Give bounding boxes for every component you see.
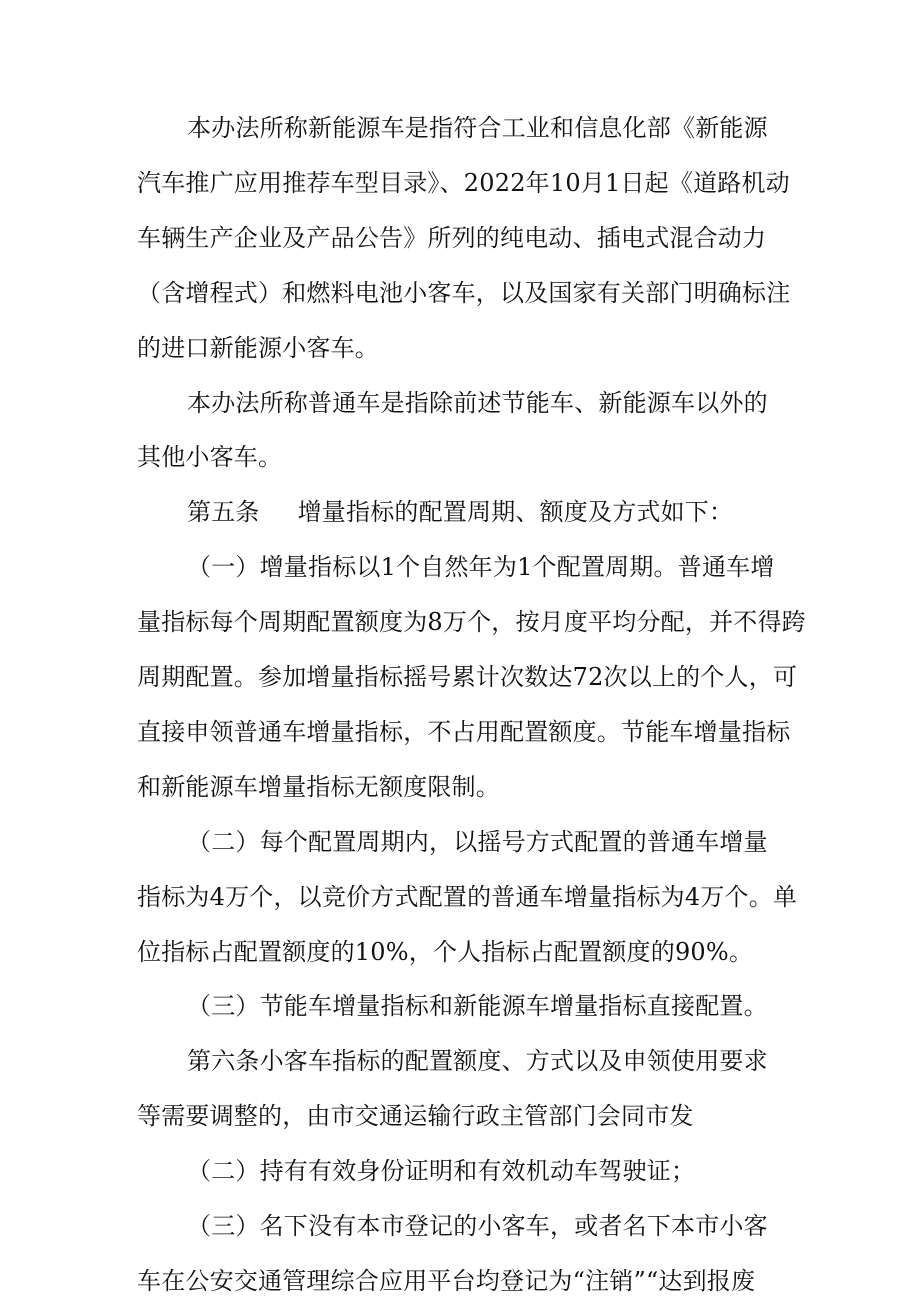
paragraph-line: 汽车推广应用推荐车型目录》、2022年10月1日起《道路机动 (137, 169, 790, 197)
paragraph-line: 指标为4万个，以竞价方式配置的普通车增量指标为4万个。单 (137, 883, 798, 911)
paragraph-line: （二）持有有效身份证明和有效机动车驾驶证； (187, 1157, 696, 1185)
article-title: 增量指标的配置周期、额度及方式如下： (297, 498, 734, 526)
paragraph-line: 本办法所称普通车是指除前述节能车、新能源车以外的 (187, 389, 768, 417)
paragraph-line: （含增程式）和燃料电池小客车，以及国家有关部门明确标注 (137, 279, 791, 307)
paragraph-line: 车在公安交通管理综合应用平台均登记为“注销”“达到报废 (137, 1267, 756, 1295)
paragraph-line: 本办法所称新能源车是指符合工业和信息化部《新能源 (187, 114, 768, 142)
paragraph-line: 直接申领普通车增量指标，不占用配置额度。节能车增量指标 (137, 718, 791, 746)
article-number: 第五条 (187, 498, 260, 526)
paragraph-line: （三）节能车增量指标和新能源车增量指标直接配置。 (187, 992, 768, 1020)
paragraph-line: 位指标占配置额度的10%，个人指标占配置额度的90%。 (137, 938, 754, 966)
paragraph-line: 车辆生产企业及产品公告》所列的纯电动、插电式混合动力 (137, 224, 767, 252)
paragraph-line: （一）增量指标以1个自然年为1个配置周期。普通车增 (187, 553, 775, 581)
paragraph-line: 周期配置。参加增量指标摇号累计次数达72次以上的个人，可 (137, 663, 798, 691)
article-heading-line (187, 496, 733, 528)
paragraph-line: （二）每个配置周期内，以摇号方式配置的普通车增量 (187, 828, 768, 856)
paragraph-line: （三）名下没有本市登记的小客车，或者名下本市小客 (187, 1212, 768, 1240)
paragraph-line: 第六条小客车指标的配置额度、方式以及申领使用要求 (187, 1047, 768, 1075)
paragraph-line: 的进口新能源小客车。 (137, 334, 379, 362)
paragraph-line: 量指标每个周期配置额度为8万个，按月度平均分配，并不得跨 (137, 608, 806, 636)
paragraph-line: 等需要调整的，由市交通运输行政主管部门会同市发 (137, 1102, 694, 1130)
paragraph-line: 和新能源车增量指标无额度限制。 (137, 773, 500, 801)
paragraph-line: 其他小客车。 (137, 443, 283, 471)
